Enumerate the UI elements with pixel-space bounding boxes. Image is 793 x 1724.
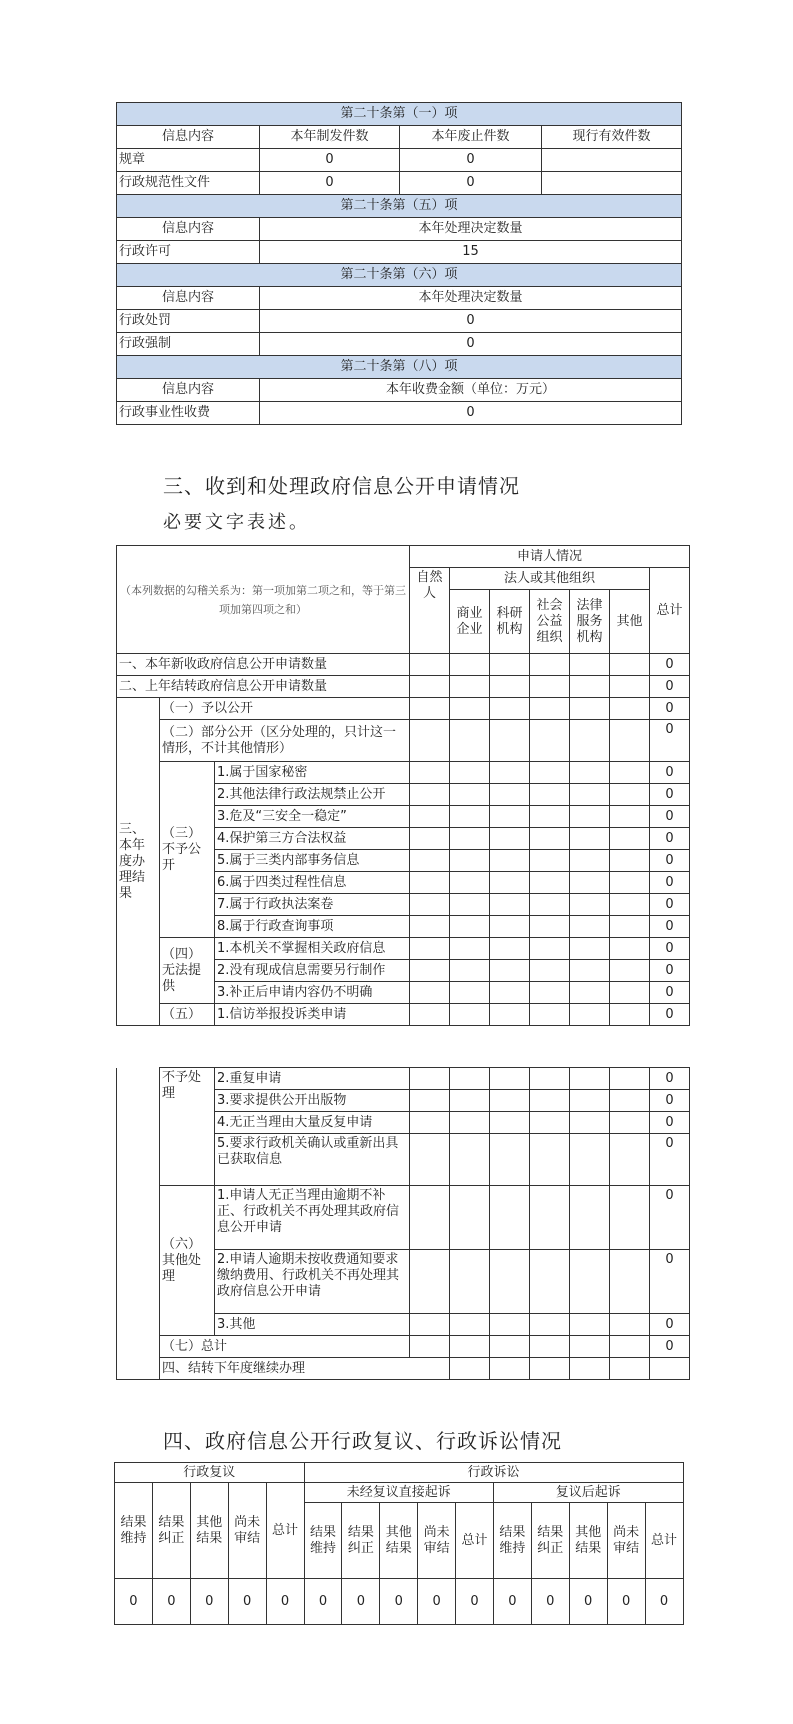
table-row	[117, 698, 690, 720]
row-label: 1.申请人无正当理由逾期不补正、行政机关不再处理其政府信息公开申请	[215, 1186, 410, 1250]
column-header: 本年制发件数	[260, 126, 400, 149]
group-label: 不予处理	[160, 1068, 215, 1186]
header-suit-after-review: 复议后起诉	[493, 1483, 683, 1503]
column-header: 本年废止件数	[400, 126, 542, 149]
column-header: 本年处理决定数量	[260, 218, 682, 241]
table-article20	[116, 102, 682, 425]
table-requests-part2	[116, 1067, 690, 1380]
header-corrected: 结果纠正	[342, 1503, 380, 1579]
header-legal: 法人或其他组织	[450, 568, 650, 590]
row-label: 4.无正当理由大量反复申请	[215, 1112, 410, 1134]
row-label: 1.信访举报投诉类申请	[215, 1004, 410, 1026]
row-label: 1.属于国家秘密	[215, 762, 410, 784]
row-label: 二、上年结转政府信息公开申请数量	[117, 676, 410, 698]
row-label: 行政事业性收费	[117, 402, 260, 425]
section-header: 第二十条第（一）项	[117, 103, 682, 126]
section-header: 第二十条第（六）项	[117, 264, 682, 287]
cell-total: 0	[650, 916, 690, 938]
cell-value: 0	[400, 149, 542, 172]
row-label: 规章	[117, 149, 260, 172]
cell-total: 0	[650, 1250, 690, 1314]
cell-total: 0	[650, 676, 690, 698]
row-label: （二）部分公开（区分处理的，只计这一情形，不计其他情形）	[160, 720, 410, 762]
column-header: 现行有效件数	[542, 126, 682, 149]
cell-value: 0	[260, 310, 682, 333]
row-label: 行政规范性文件	[117, 172, 260, 195]
row-label: 6.属于四类过程性信息	[215, 872, 410, 894]
header-total: 总计	[266, 1483, 304, 1579]
cell-value: 0	[115, 1579, 153, 1625]
header-total: 总计	[645, 1503, 683, 1579]
cell-total: 0	[650, 762, 690, 784]
cell-value: 0	[380, 1579, 418, 1625]
cell-value: 0	[645, 1579, 683, 1625]
table-row	[117, 938, 690, 960]
header-ngo: 社会公益组织	[530, 590, 570, 654]
row-label: 2.重复申请	[215, 1068, 410, 1090]
row-label: 5.属于三类内部事务信息	[215, 850, 410, 872]
section-heading-3: 三、收到和处理政府信息公开申请情况	[163, 474, 520, 498]
cell-value: 0	[418, 1579, 456, 1625]
row-label: 8.属于行政查询事项	[215, 916, 410, 938]
row-label: （一）予以公开	[160, 698, 410, 720]
cell-value: 0	[493, 1579, 531, 1625]
header-pending: 尚未审结	[228, 1483, 266, 1579]
column-header: 本年处理决定数量	[260, 287, 682, 310]
cell-value: 0	[228, 1579, 266, 1625]
cell-total: 0	[650, 894, 690, 916]
group-label: （五）	[160, 1004, 215, 1026]
section3-label: 三、本年度办理结果	[117, 698, 160, 1026]
header-corrected: 结果纠正	[531, 1503, 569, 1579]
row-label: 2.申请人逾期未按收费通知要求缴纳费用、行政机关不再处理其政府信息公开申请	[215, 1250, 410, 1314]
row-label: 一、本年新收政府信息公开申请数量	[117, 654, 410, 676]
cell-total: 0	[650, 806, 690, 828]
cell-total: 0	[650, 1336, 690, 1358]
cell-total: 0	[650, 1186, 690, 1250]
row-label: 四、结转下年度继续办理	[160, 1358, 450, 1380]
header-total: 总计	[650, 568, 690, 654]
section-subtext: 必要文字表述。	[163, 512, 310, 533]
table-row	[115, 1579, 684, 1625]
cell-total: 0	[650, 698, 690, 720]
header-upheld: 结果维持	[493, 1503, 531, 1579]
cell-value: 0	[260, 149, 400, 172]
cell-value: 0	[569, 1579, 607, 1625]
header-biz: 商业企业	[450, 590, 490, 654]
table-row	[117, 676, 690, 698]
cell-value: 0	[190, 1579, 228, 1625]
header-litigation: 行政诉讼	[304, 1463, 683, 1483]
cell-value: 0	[304, 1579, 342, 1625]
header-applicant: 申请人情况	[410, 546, 690, 568]
cell-value: 0	[400, 172, 542, 195]
cell-value: 0	[260, 402, 682, 425]
cell-value: 0	[342, 1579, 380, 1625]
header-total: 总计	[456, 1503, 494, 1579]
table-requests-part1	[116, 545, 690, 1026]
section-heading-4: 四、政府信息公开行政复议、行政诉讼情况	[163, 1429, 562, 1453]
cell-total: 0	[650, 1314, 690, 1336]
header-upheld: 结果维持	[115, 1483, 153, 1579]
table-row	[117, 1186, 690, 1250]
table-row	[117, 1068, 690, 1090]
cell-total: 0	[650, 938, 690, 960]
cell-total: 0	[650, 1068, 690, 1090]
row-label: 行政处罚	[117, 310, 260, 333]
group-label: （六）其他处理	[160, 1186, 215, 1336]
row-label: 5.要求行政机关确认或重新出具已获取信息	[215, 1134, 410, 1186]
cell-value: 0	[260, 172, 400, 195]
table-row	[117, 1358, 690, 1380]
header-other: 其他	[610, 590, 650, 654]
cell-value: 0	[456, 1579, 494, 1625]
header-upheld: 结果维持	[304, 1503, 342, 1579]
row-label: 2.没有现成信息需要另行制作	[215, 960, 410, 982]
header-other-result: 其他结果	[380, 1503, 418, 1579]
row-label: 2.其他法律行政法规禁止公开	[215, 784, 410, 806]
table-row	[117, 1004, 690, 1026]
row-label: 3.补正后申请内容仍不明确	[215, 982, 410, 1004]
cell-total: 0	[650, 1090, 690, 1112]
row-label: 3.其他	[215, 1314, 410, 1336]
section-header: 第二十条第（五）项	[117, 195, 682, 218]
cell-value	[542, 172, 682, 195]
cell-total: 0	[650, 828, 690, 850]
column-header: 信息内容	[117, 379, 260, 402]
header-reconsideration: 行政复议	[115, 1463, 305, 1483]
cell-value: 0	[152, 1579, 190, 1625]
header-law: 法律服务机构	[570, 590, 610, 654]
cell-total: 0	[650, 850, 690, 872]
header-corrected: 结果纠正	[152, 1483, 190, 1579]
cell-value: 0	[531, 1579, 569, 1625]
section3-continued	[117, 1068, 160, 1380]
row-label: 4.保护第三方合法权益	[215, 828, 410, 850]
row-label: 7.属于行政执法案卷	[215, 894, 410, 916]
row-label: 行政许可	[117, 241, 260, 264]
column-header: 信息内容	[117, 126, 260, 149]
column-header: 信息内容	[117, 287, 260, 310]
row-label: 1.本机关不掌握相关政府信息	[215, 938, 410, 960]
cell-total: 0	[650, 960, 690, 982]
table-note: （本列数据的勾稽关系为：第一项加第二项之和，等于第三项加第四项之和）	[117, 546, 410, 654]
cell-value: 0	[266, 1579, 304, 1625]
header-other-result: 其他结果	[190, 1483, 228, 1579]
header-other-result: 其他结果	[569, 1503, 607, 1579]
table-row	[117, 762, 690, 784]
cell-value	[542, 149, 682, 172]
table-row	[117, 720, 690, 762]
cell-value: 15	[260, 241, 682, 264]
header-natural: 自然人	[410, 568, 450, 654]
cell-total: 0	[650, 1004, 690, 1026]
cell-total: 0	[650, 654, 690, 676]
row-label: 3.危及“三安全一稳定”	[215, 806, 410, 828]
header-direct-suit: 未经复议直接起诉	[304, 1483, 493, 1503]
cell-total: 0	[650, 784, 690, 806]
header-pending: 尚未审结	[607, 1503, 645, 1579]
cell-total: 0	[650, 1112, 690, 1134]
column-header: 信息内容	[117, 218, 260, 241]
section-header: 第二十条第（八）项	[117, 356, 682, 379]
row-label: 行政强制	[117, 333, 260, 356]
header-research: 科研机构	[490, 590, 530, 654]
cell-total: 0	[650, 872, 690, 894]
cell-total: 0	[650, 1134, 690, 1186]
table-row	[117, 1336, 690, 1358]
group-label: （三）不予公开	[160, 762, 215, 938]
group-label: （四）无法提供	[160, 938, 215, 1004]
row-label: （七）总计	[160, 1336, 410, 1358]
cell-value: 0	[260, 333, 682, 356]
table-row	[117, 654, 690, 676]
cell-total: 0	[650, 720, 690, 762]
column-header: 本年收费金额（单位：万元）	[260, 379, 682, 402]
row-label: 3.要求提供公开出版物	[215, 1090, 410, 1112]
cell-value: 0	[607, 1579, 645, 1625]
header-pending: 尚未审结	[418, 1503, 456, 1579]
table-review-litigation	[114, 1462, 684, 1625]
cell-total: 0	[650, 982, 690, 1004]
